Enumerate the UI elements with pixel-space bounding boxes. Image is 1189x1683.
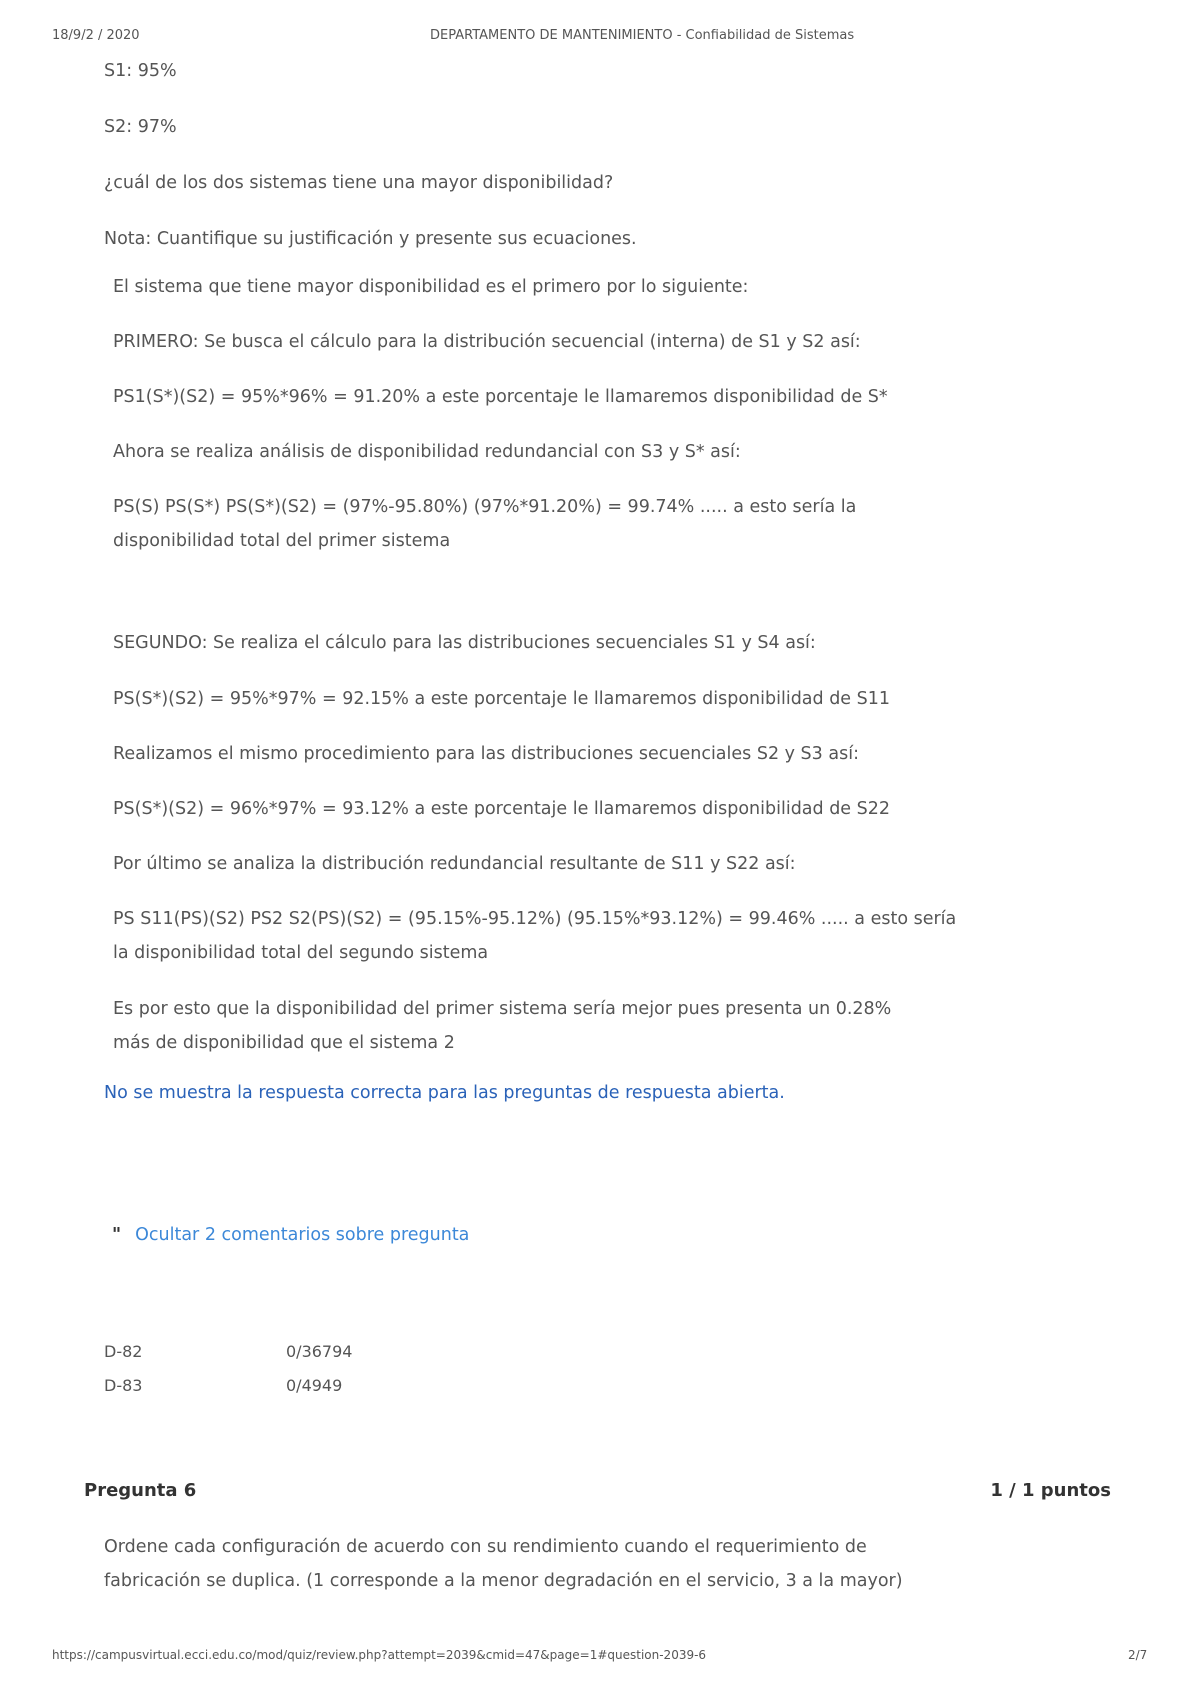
comment-icon: "	[112, 1225, 122, 1245]
note-text: Nota: Cuantifique su justificación y presente sus ecuaciones.	[104, 229, 637, 249]
answer-line: Es por esto que la disponibilidad del primer sistema sería mejor pues presenta un 0.28%	[113, 999, 892, 1019]
system-s1-line: S1: 95%	[104, 61, 177, 81]
answer-line: PS S11(PS)(S2) PS2 S2(PS)(S2) = (95.15%-95.12%) (95.15%*93.12%) = 99.46% ..... a esto sería	[113, 909, 957, 929]
comments-link[interactable]: Ocultar 2 comentarios sobre pregunta	[135, 1225, 470, 1245]
answer-line: más de disponibilidad que el sistema 2	[113, 1033, 455, 1053]
system-s2-line: S2: 97%	[104, 117, 177, 137]
question-points: 1 / 1 puntos	[990, 1480, 1111, 1501]
answer-line: PS(S*)(S2) = 95%*97% = 92.15% a este porcentaje le llamaremos disponibilidad de S11	[113, 689, 891, 709]
header-date: 18/9/2 / 2020	[52, 28, 140, 43]
score-label: D-82	[104, 1342, 143, 1361]
question-text: ¿cuál de los dos sistemas tiene una mayor disponibilidad?	[104, 173, 614, 193]
answer-line: PS1(S*)(S2) = 95%*96% = 91.20% a este porcentaje le llamaremos disponibilidad de S*	[113, 387, 888, 407]
correct-answer-link[interactable]: No se muestra la respuesta correcta para las preguntas de respuesta abierta.	[104, 1083, 785, 1103]
comments-toggle[interactable]	[112, 1225, 469, 1245]
answer-line: disponibilidad total del primer sistema	[113, 531, 451, 551]
score-value: 0/4949	[286, 1376, 343, 1395]
answer-line: PRIMERO: Se busca el cálculo para la distribución secuencial (interna) de S1 y S2 así:	[113, 332, 861, 352]
answer-line: PS(S) PS(S*) PS(S*)(S2) = (97%-95.80%) (97%*91.20%) = 99.74% ..... a esto sería la	[113, 497, 857, 517]
question-text: fabricación se duplica. (1 corresponde a la menor degradación en el servicio, 3 a la mayor)	[104, 1571, 903, 1591]
question-title: Pregunta 6	[84, 1480, 197, 1501]
header-title: DEPARTAMENTO DE MANTENIMIENTO - Confiabilidad de Sistemas	[430, 28, 855, 43]
score-value: 0/36794	[286, 1342, 353, 1361]
footer-url: https://campusvirtual.ecci.edu.co/mod/quiz/review.php?attempt=2039&cmid=47&page=1#question-2039-6	[52, 1648, 707, 1662]
question-text: Ordene cada configuración de acuerdo con su rendimiento cuando el requerimiento de	[104, 1537, 867, 1557]
answer-line: El sistema que tiene mayor disponibilidad es el primero por lo siguiente:	[113, 277, 749, 297]
answer-line: PS(S*)(S2) = 96%*97% = 93.12% a este porcentaje le llamaremos disponibilidad de S22	[113, 799, 891, 819]
answer-line: SEGUNDO: Se realiza el cálculo para las distribuciones secuenciales S1 y S4 así:	[113, 633, 816, 653]
answer-line: la disponibilidad total del segundo sistema	[113, 943, 489, 963]
answer-line: Ahora se realiza análisis de disponibilidad redundancial con S3 y S* así:	[113, 442, 741, 462]
score-label: D-83	[104, 1376, 143, 1395]
answer-line: Por último se analiza la distribución redundancial resultante de S11 y S22 así:	[113, 854, 796, 874]
footer-page: 2/7	[1128, 1648, 1148, 1662]
answer-line: Realizamos el mismo procedimiento para las distribuciones secuenciales S2 y S3 así:	[113, 744, 859, 764]
